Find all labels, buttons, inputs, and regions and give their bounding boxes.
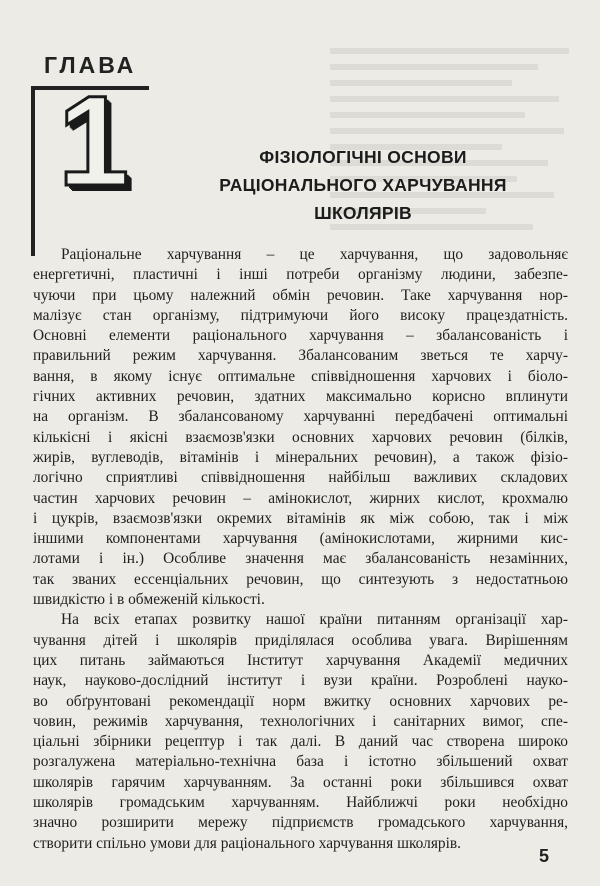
- text-line: На всіх етапах розвитку нашої країни питанням організації хар-: [61, 611, 568, 629]
- text-line: правильний режим харчування. Збалансованим зветься те харчу-: [33, 347, 568, 365]
- text-line: наук, науково-дослідний інститут і вузи країни. Розроблені науко-: [33, 672, 568, 690]
- chapter-title-line: ШКОЛЯРІВ: [314, 203, 412, 223]
- text-line: школярів гарячим харчуванням. За останні роки збільшився охват: [33, 773, 568, 791]
- body-text: [33, 245, 568, 854]
- text-line: так званих ессенціальних речовин, що синтезують з недостатньою: [33, 570, 568, 588]
- text-line: школярів громадським харчуванням. Найближчі роки необхідно: [33, 794, 568, 812]
- text-line: значно розширити мережу підприємств громадського харчування,: [33, 814, 568, 832]
- paragraph: [33, 610, 568, 854]
- text-line: гічних активних речовин, здатних максимально корисно вплинути: [33, 388, 568, 406]
- text-line: швидкістю і в обмеженій кількості.: [33, 591, 265, 609]
- text-line: малізує стан організму, підтримуючи його високу працездатність.: [33, 306, 568, 324]
- text-line: Раціональне харчування – це харчування, що задовольняє: [61, 246, 568, 263]
- chapter-label: ГЛАВА: [44, 52, 137, 78]
- text-line: чування дітей і школярів приділялася особлива увага. Вирішенням: [33, 631, 568, 649]
- text-line: цих питань займаються Інститут харчування Академії медичних: [33, 651, 568, 669]
- text-line: лотами і ін.) Особливе значення має збалансованість незамінних,: [33, 550, 568, 568]
- text-line: частин харчових речовин – амінокислот, жирних кислот, крохмалю: [33, 489, 568, 507]
- text-line: кількісні і якісні взаємозв'язки основних харчових речовин (білків,: [33, 428, 568, 446]
- text-line: розгалужена матеріально-технічна база і істотно збільшений охват: [33, 753, 568, 771]
- chapter-title: [198, 143, 528, 227]
- text-line: вання, в якому існує оптимальне співвідношення харчових і біоло-: [33, 367, 568, 385]
- chapter-title-line: ФІЗІОЛОГІЧНІ ОСНОВИ: [259, 147, 467, 167]
- text-line: во обґрунтовані рекомендації норм вжитку основних харчових ре-: [33, 692, 568, 710]
- text-line: створити спільно умови для раціонального харчування школярів.: [33, 834, 461, 852]
- text-line: на організм. В збалансованому харчуванні передбачені оптимальні: [33, 408, 568, 426]
- page-number: 5: [539, 846, 550, 866]
- text-line: жирів, вуглеводів, вітамінів і мінеральних речовин), а також фізіо-: [33, 448, 568, 466]
- text-line: човин, режимів харчування, технологічних і санітарних вимог, спе-: [33, 712, 568, 730]
- text-line: енергетичні, пластичні і інші потреби організму людини, забезпе-: [33, 266, 568, 284]
- chapter-number: 1: [58, 70, 130, 213]
- chapter-title-line: РАЦІОНАЛЬНОГО ХАРЧУВАННЯ: [219, 175, 507, 195]
- text-line: і цукрів, взаємозв'язки окремих вітамінів як між собою, так і між: [33, 509, 568, 527]
- text-line: ціальні збірники рецептур і так далі. В даний час створена широко: [33, 733, 568, 751]
- text-line: іншими компонентами харчування (амінокислотами, жирними кис-: [33, 530, 568, 548]
- paragraph: [33, 245, 568, 610]
- text-line: чуючи при цьому належний обмін речовин. Таке харчування нор-: [33, 286, 568, 304]
- text-line: Основні елементи раціонального харчування – збалансованість і: [33, 327, 568, 345]
- text-line: логічно сприятливі співвідношення найбільш важливих складових: [33, 469, 568, 487]
